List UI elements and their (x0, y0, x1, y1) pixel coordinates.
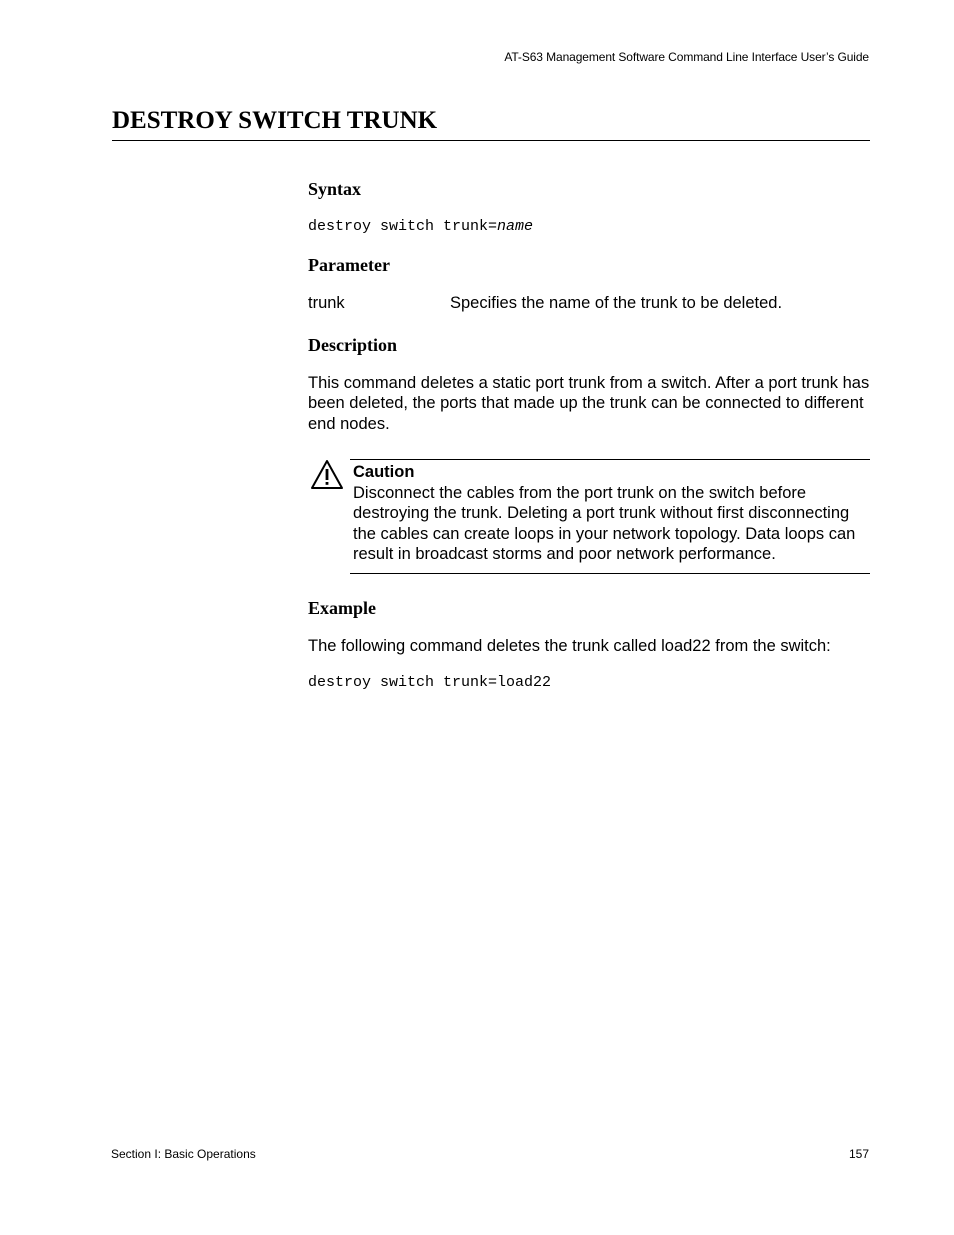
caution-note (308, 459, 870, 574)
running-header: AT-S63 Management Software Command Line Interface User’s Guide (504, 50, 869, 64)
description-heading: Description (308, 334, 397, 355)
parameter-row (308, 293, 870, 314)
page-title: DESTROY SWITCH TRUNK (112, 107, 870, 141)
warning-triangle-icon (310, 459, 344, 490)
footer-page-number: 157 (848, 1147, 869, 1161)
description-text: This command deletes a static port trunk from a switch. After a port trunk has been deleted, the ports that made up the trunk can be connected to different end nodes. (308, 373, 870, 433)
parameter-heading: Parameter (308, 255, 390, 275)
parameter-name: trunk (308, 294, 345, 312)
caution-title: Caution (353, 463, 415, 481)
example-command: destroy switch trunk=load22 (308, 674, 552, 691)
example-text: The following command deletes the trunk called load22 from the switch: (308, 636, 831, 655)
caution-box (350, 459, 870, 574)
syntax-command (308, 217, 870, 237)
syntax-command-variable: name (497, 218, 534, 235)
content-column (308, 178, 870, 693)
syntax-command-prefix: destroy switch trunk= (308, 218, 498, 235)
caution-text: Disconnect the cables from the port trunk on the switch before destroying the trunk. Deleting a port trunk without first disconnecting the cables can create loops in your network topology. Data loops can result in broadcast storms and poor network performance. (353, 483, 856, 563)
example-heading: Example (308, 597, 377, 618)
footer-section: Section I: Basic Operations (111, 1147, 256, 1161)
syntax-heading: Syntax (308, 179, 362, 199)
parameter-description: Specifies the name of the trunk to be deleted. (450, 294, 783, 312)
